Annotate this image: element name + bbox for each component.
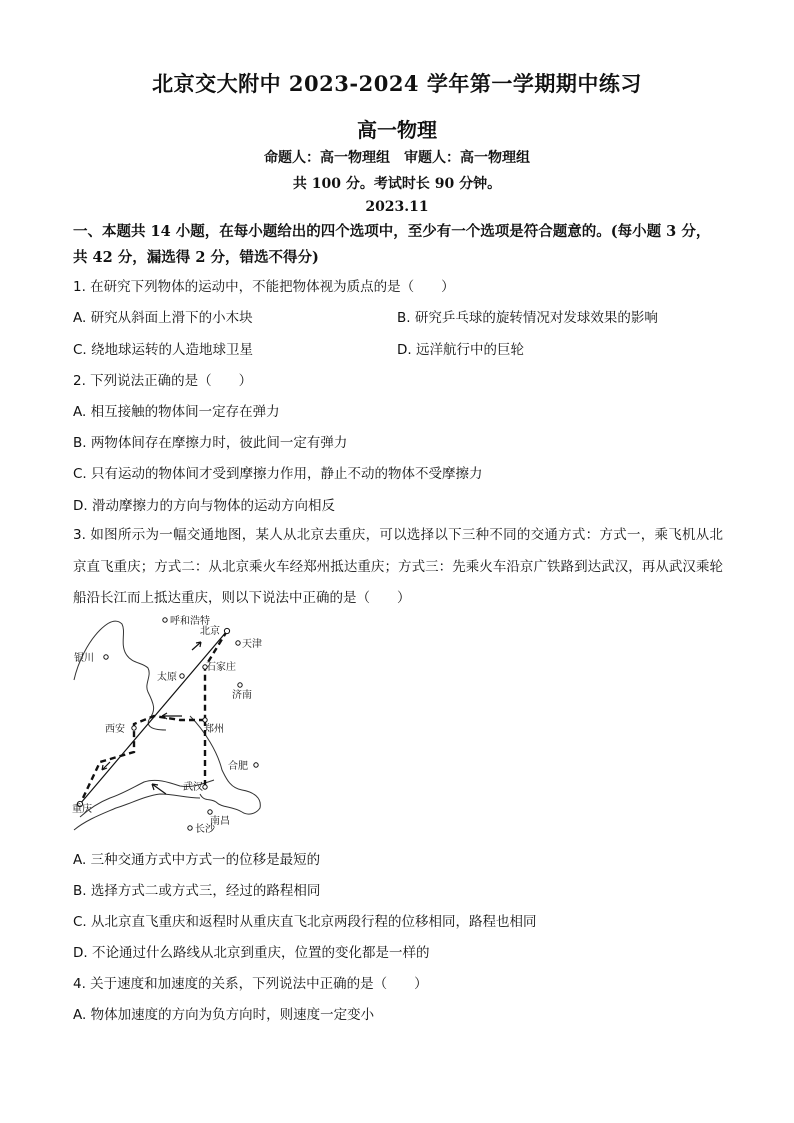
city-label-hefei: 合肥 bbox=[228, 761, 248, 772]
river-bank bbox=[74, 794, 200, 830]
q1-option-a: A. 研究从斜面上滑下的小木块 bbox=[73, 310, 253, 326]
city-marker-yinchuan bbox=[104, 655, 108, 659]
exam-date: 2023.11 bbox=[365, 199, 429, 215]
city-marker-zhengzhou bbox=[203, 718, 207, 722]
city-marker-jinan bbox=[238, 683, 242, 687]
subject-title: 高一物理 bbox=[357, 118, 437, 142]
city-label-taiyuan: 太原 bbox=[157, 672, 177, 683]
city-marker-taiyuan bbox=[180, 674, 184, 678]
city-label-tianjin: 天津 bbox=[242, 639, 262, 650]
authors-line: 命题人：高一物理组 审题人：高一物理组 bbox=[264, 150, 530, 166]
city-marker-tianjin bbox=[236, 641, 240, 645]
city-label-beijing: 北京 bbox=[200, 626, 220, 637]
q3-option-d: D. 不论通过什么路线从北京到重庆，位置的变化都是一样的 bbox=[73, 945, 430, 961]
q2-option-d: D. 滑动摩擦力的方向与物体的运动方向相反 bbox=[73, 498, 335, 514]
q1-option-c: C. 绕地球运转的人造地球卫星 bbox=[73, 342, 254, 358]
city-label-zhengzhou: 郑州 bbox=[204, 724, 224, 735]
city-marker-changsha bbox=[188, 826, 192, 830]
city-label-nanchang: 南昌 bbox=[210, 816, 230, 827]
city-label-chongqing: 重庆 bbox=[72, 804, 92, 815]
border-line bbox=[74, 621, 166, 730]
q2-option-b: B. 两物体间存在摩擦力时，彼此间一定有弹力 bbox=[73, 435, 348, 451]
section-heading: 一、本题共 14 小题，在每小题给出的四个选项中，至少有一个选项是符合题意的。(每小题 3 分，共 42 分，漏选得 2 分，错选不得分) bbox=[73, 223, 711, 266]
q1-option-b: B. 研究乒乓球的旋转情况对发球效果的影响 bbox=[397, 310, 658, 326]
q3-option-b: B. 选择方式二或方式三，经过的路程相同 bbox=[73, 883, 321, 899]
score-time-line: 共 100 分。考试时长 90 分钟。 bbox=[292, 176, 502, 192]
q3-option-a: A. 三种交通方式中方式一的位移是最短的 bbox=[73, 852, 321, 868]
city-label-jinan: 济南 bbox=[232, 690, 252, 701]
arrow-flight-icon bbox=[192, 642, 201, 650]
q2-stem: 2. 下列说法正确的是（ ） bbox=[73, 373, 253, 389]
exam-title: 北京交大附中 2023-2024 学年第一学期期中练习 bbox=[152, 71, 642, 96]
city-label-shijiazhuang: 石家庄 bbox=[206, 662, 236, 673]
q1-stem: 1. 在研究下列物体的运动中，不能把物体视为质点的是（ ） bbox=[73, 279, 455, 295]
city-marker-beijing bbox=[224, 628, 229, 633]
q3-stem: 3. 如图所示为一幅交通地图，某人从北京去重庆，可以选择以下三种不同的交通方式：方式一，乘飞机从北京直飞重庆；方式二：从北京乘火车经郑州抵达重庆；方式三：先乘火车沿京广铁路到达武汉，再从武汉乘轮船沿长江而上抵达重庆，则以下说法中正确的是（ ） bbox=[73, 527, 723, 606]
transport-map bbox=[70, 612, 270, 840]
city-label-huhehaote: 呼和浩特 bbox=[170, 616, 210, 627]
city-marker-hefei bbox=[254, 763, 258, 767]
arrow-river-icon bbox=[152, 784, 166, 794]
city-label-changsha: 长沙 bbox=[195, 824, 215, 835]
q2-option-a: A. 相互接触的物体间一定存在弹力 bbox=[73, 404, 280, 420]
city-label-xian: 西安 bbox=[105, 724, 125, 735]
city-marker-wuhan bbox=[203, 785, 207, 789]
coast-line bbox=[190, 716, 260, 814]
city-marker-nanchang bbox=[208, 810, 212, 814]
city-label-wuhan: 武汉 bbox=[183, 782, 203, 793]
q1-option-d: D. 远洋航行中的巨轮 bbox=[397, 342, 524, 358]
q4-stem: 4. 关于速度和加速度的关系，下列说法中正确的是（ ） bbox=[73, 976, 428, 992]
q3-option-c: C. 从北京直飞重庆和返程时从重庆直飞北京两段行程的位移相同，路程也相同 bbox=[73, 914, 537, 930]
city-marker-huhehaote bbox=[163, 618, 167, 622]
q4-option-a: A. 物体加速度的方向为负方向时，则速度一定变小 bbox=[73, 1007, 375, 1023]
arrow-rail-icon bbox=[102, 762, 110, 770]
q2-option-c: C. 只有运动的物体间才受到摩擦力作用，静止不动的物体不受摩擦力 bbox=[73, 466, 483, 482]
city-marker-xian bbox=[132, 726, 136, 730]
city-label-yinchuan: 银川 bbox=[74, 653, 94, 664]
